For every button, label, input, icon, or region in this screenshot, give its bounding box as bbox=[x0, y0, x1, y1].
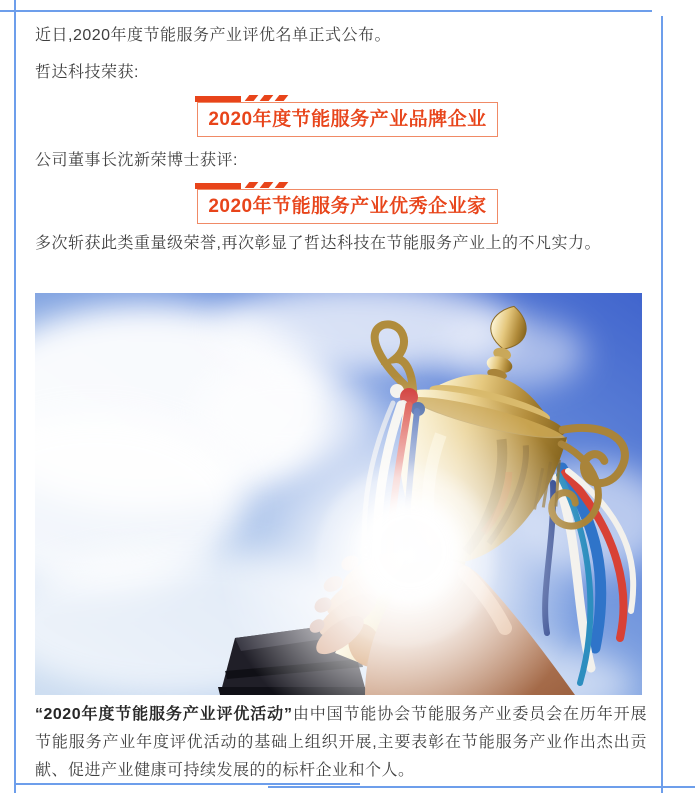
decoration-bar bbox=[195, 96, 241, 102]
paragraph-company-award-lead: 哲达科技荣获: bbox=[35, 64, 139, 81]
paragraph-announcement: 近日,2020年度节能服务产业评优名单正式公布。 bbox=[35, 27, 392, 44]
decoration-slash bbox=[245, 182, 259, 188]
award-badge-row-brand bbox=[0, 102, 695, 137]
decoration-bar bbox=[195, 183, 241, 189]
paragraph-chairman-award-lead: 公司董事长沈新荣博士获评: bbox=[35, 152, 238, 169]
photo-caption bbox=[35, 701, 647, 785]
decoration-slash bbox=[260, 182, 274, 188]
caption-bold-lead: “2020年度节能服务产业评优活动” bbox=[35, 706, 293, 723]
decoration-slash bbox=[275, 182, 289, 188]
award-badge-outstanding-entrepreneur bbox=[197, 189, 497, 224]
decoration-slash bbox=[260, 95, 274, 101]
paragraph-summary: 多次斩获此类重量级荣誉,再次彰显了哲达科技在节能服务产业上的不凡实力。 bbox=[35, 235, 601, 252]
trophy-photo bbox=[35, 293, 642, 695]
award-badge-row-entrepreneur bbox=[0, 189, 695, 224]
frame-border-top bbox=[0, 10, 652, 12]
award-badge-label: 2020年节能服务产业优秀企业家 bbox=[208, 196, 487, 217]
badge-decoration-icon bbox=[195, 183, 286, 190]
badge-decoration-icon bbox=[195, 96, 286, 103]
decoration-slash bbox=[275, 95, 289, 101]
award-badge-brand-enterprise bbox=[197, 102, 497, 137]
frame-border-bottom-right bbox=[268, 786, 695, 788]
award-badge-label: 2020年度节能服务产业品牌企业 bbox=[208, 109, 487, 130]
caption-body: 由中国节能协会节能服务产业委员会在历年开展节能服务产业年度评优活动的基础上组织开展,主要表彰在节能服务产业作出杰出贡献、促进产业健康可持续发展的的标杆企业和个人。 bbox=[35, 706, 647, 779]
decoration-slash bbox=[245, 95, 259, 101]
